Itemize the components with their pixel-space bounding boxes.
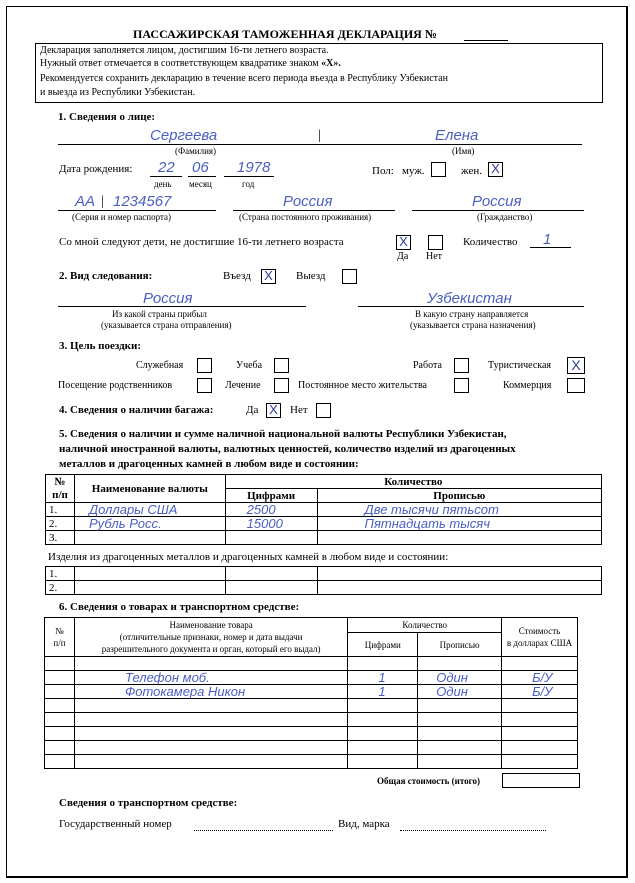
goods-cost-cell[interactable]	[502, 755, 578, 769]
goods-row-num	[45, 657, 75, 671]
dob-day: 22	[158, 159, 175, 176]
currency-words-cell[interactable]: Две тысячи пятьсот	[317, 503, 601, 517]
goods-row-num	[45, 685, 75, 699]
to-country-value: Узбекистан	[427, 290, 512, 307]
month-label: месяц	[189, 179, 212, 189]
section-5-title-line-1: 5. Сведения о наличии и сумме наличной национальной валюты Республики Узбекистан,	[59, 428, 507, 440]
goods-header-words: Прописью	[418, 633, 502, 657]
dob-day-line[interactable]	[150, 176, 182, 177]
goods-row	[45, 657, 578, 671]
currency-name-cell[interactable]	[74, 531, 225, 545]
name-label: (Имя)	[452, 146, 475, 156]
dob-year: 1978	[237, 159, 271, 176]
dob-month-line[interactable]	[188, 176, 216, 177]
instruction-line-1: Декларация заполняется лицом, достигшим 16-ти летнего возраста.	[40, 45, 329, 56]
jewelry-name-cell[interactable]	[74, 581, 225, 595]
currency-words-cell[interactable]: Пятнадцать тысяч	[317, 517, 601, 531]
male-label: муж.	[402, 165, 425, 177]
year-label: год	[242, 179, 255, 189]
purpose-relatives-label: Посещение родственников	[58, 380, 173, 391]
purpose-study-checkbox[interactable]	[274, 358, 289, 373]
goods-cost-cell[interactable]	[502, 727, 578, 741]
baggage-yes-checkbox[interactable]	[266, 403, 281, 418]
baggage-yes-check-mark: X	[269, 402, 278, 417]
jewelry-digits-cell[interactable]	[225, 581, 317, 595]
children-yes-check-mark: X	[399, 234, 408, 249]
surname-value: Сергеева	[150, 127, 218, 144]
section-5-title-line-3: металлов и драгоценных камней в любом виде и состоянии:	[59, 458, 359, 470]
model-field[interactable]	[400, 830, 546, 831]
goods-row	[45, 671, 578, 685]
goods-row	[45, 755, 578, 769]
goods-words-cell[interactable]: Один	[418, 685, 502, 699]
goods-row-num	[45, 755, 75, 769]
currency-row-num: 3.	[46, 531, 75, 545]
passport-number: 1234567	[113, 193, 172, 210]
purpose-work-checkbox[interactable]	[454, 358, 469, 373]
from-country-value: Россия	[143, 290, 193, 307]
children-no-checkbox[interactable]	[428, 235, 443, 250]
instruction-line-2: Нужный ответ отмечается в соответствующем квадратике знаком «X».	[40, 58, 341, 69]
goods-name-cell[interactable]	[74, 741, 347, 755]
goods-digits-cell[interactable]: 1	[348, 685, 418, 699]
goods-words-cell[interactable]: Один	[418, 671, 502, 685]
currency-row-num: 2.	[46, 517, 75, 531]
goods-header-digits: Цифрами	[348, 633, 418, 657]
baggage-yes-label: Да	[246, 404, 259, 416]
baggage-no-checkbox[interactable]	[316, 403, 331, 418]
passport-series: АА	[75, 193, 96, 210]
children-count-line[interactable]	[530, 247, 571, 248]
goods-header-name: Наименование товара (отличительные признаки, номер и дата выдачи разрешительного документа и орган, который его выдал)	[74, 618, 347, 657]
goods-header-cost: Стоимость в долларах США	[502, 618, 578, 657]
purpose-residence-label: Постоянное место жительства	[298, 380, 427, 391]
currency-name-cell[interactable]: Доллары США	[74, 503, 225, 517]
total-cost-label: Общая стоимость (итого)	[377, 776, 480, 786]
purpose-tourism-check-mark: X	[571, 357, 581, 373]
children-yes-label: Да	[397, 251, 409, 262]
currency-words-cell[interactable]	[317, 531, 601, 545]
passport-label: (Серия и номер паспорта)	[72, 212, 171, 222]
goods-row	[45, 713, 578, 727]
purpose-commerce-checkbox[interactable]	[567, 378, 585, 393]
male-checkbox[interactable]	[431, 162, 446, 177]
female-check-mark: X	[491, 161, 500, 176]
currency-row	[46, 517, 602, 531]
sex-label: Пол:	[372, 165, 394, 177]
goods-digits-cell[interactable]	[348, 741, 418, 755]
goods-table	[44, 617, 578, 769]
goods-cost-cell[interactable]	[502, 741, 578, 755]
citizenship-line[interactable]	[412, 210, 584, 211]
section-4-title: 4. Сведения о наличии багажа:	[59, 404, 214, 416]
purpose-study-label: Учеба	[236, 360, 263, 371]
goods-cost-cell[interactable]	[502, 699, 578, 713]
baggage-no-label: Нет	[290, 404, 308, 416]
dob-label: Дата рождения:	[59, 163, 133, 175]
currency-header-num: № п/п	[46, 475, 75, 503]
goods-name-cell[interactable]: Фотокамера Никон	[74, 685, 347, 699]
currency-row	[46, 531, 602, 545]
goods-name-cell[interactable]	[74, 699, 347, 713]
jewelry-row-num: 1.	[46, 567, 75, 581]
children-no-label: Нет	[426, 251, 443, 262]
jewelry-label: Изделия из драгоценных металлов и драгоценных камней в любом виде и состоянии:	[48, 551, 449, 563]
children-label: Со мной следуют дети, не достигшие 16-ти летнего возраста	[59, 236, 344, 248]
purpose-work-label: Работа	[413, 360, 442, 371]
children-count-label: Количество	[463, 236, 518, 248]
purpose-tourism-checkbox[interactable]	[567, 357, 585, 374]
to-country-line[interactable]	[358, 306, 584, 307]
currency-header-name: Наименование валюты	[74, 475, 225, 503]
name-value: Елена	[435, 127, 479, 144]
goods-words-cell[interactable]	[418, 727, 502, 741]
jewelry-words-cell[interactable]	[317, 567, 601, 581]
from-country-line[interactable]	[58, 306, 306, 307]
goods-digits-cell[interactable]	[348, 699, 418, 713]
goods-row-num	[45, 741, 75, 755]
section-6-title: 6. Сведения о товарах и транспортном средстве:	[59, 601, 300, 613]
citizenship-label: (Гражданство)	[477, 212, 533, 222]
female-label: жен.	[461, 165, 482, 177]
to-label-1: В какую страну направляется	[415, 309, 529, 319]
goods-digits-cell[interactable]	[348, 657, 418, 671]
children-count-value: 1	[543, 231, 552, 248]
goods-name-cell[interactable]	[74, 657, 347, 671]
name-line[interactable]	[58, 144, 582, 145]
dob-month: 06	[192, 159, 209, 176]
declaration-number-field[interactable]	[464, 40, 508, 41]
entry-checkbox[interactable]	[261, 269, 276, 284]
goods-header-num: № п/п	[45, 618, 75, 657]
section-1-title: 1. Сведения о лице:	[58, 111, 156, 123]
goods-row-num	[45, 727, 75, 741]
plate-field[interactable]	[194, 830, 333, 831]
to-label-2: (указывается страна назначения)	[410, 320, 536, 330]
form-title: ПАССАЖИРСКАЯ ТАМОЖЕННАЯ ДЕКЛАРАЦИЯ №	[133, 27, 437, 41]
goods-cost-cell[interactable]: Б/У	[502, 685, 578, 699]
goods-name-cell[interactable]	[74, 713, 347, 727]
residence-line[interactable]	[233, 210, 395, 211]
goods-words-cell[interactable]	[418, 699, 502, 713]
goods-digits-cell[interactable]	[348, 713, 418, 727]
currency-row-num: 1.	[46, 503, 75, 517]
currency-header-qty: Количество	[225, 475, 601, 489]
total-cost-field[interactable]	[502, 773, 580, 788]
purpose-treatment-label: Лечение	[225, 380, 261, 391]
currency-digits-cell[interactable]: 2500	[225, 503, 317, 517]
goods-words-cell[interactable]	[418, 713, 502, 727]
goods-row-num	[45, 713, 75, 727]
section-5-title-line-2: наличной иностранной валюты, валютных ценностей, количество изделий из драгоценных	[59, 443, 516, 455]
goods-row-num	[45, 671, 75, 685]
residence-label: (Страна постоянного проживания)	[239, 212, 372, 222]
jewelry-words-cell[interactable]	[317, 581, 601, 595]
female-checkbox[interactable]	[488, 162, 503, 177]
from-label-1: Из какой страны прибыл	[112, 309, 207, 319]
jewelry-row	[46, 567, 602, 581]
goods-header-qty: Количество	[348, 618, 502, 633]
goods-digits-cell[interactable]	[348, 755, 418, 769]
exit-label: Выезд	[296, 270, 326, 282]
goods-name-cell[interactable]: Телефон моб.	[74, 671, 347, 685]
entry-label: Въезд	[223, 270, 251, 282]
from-label-2: (указывается страна отправления)	[101, 320, 232, 330]
goods-cost-cell[interactable]: Б/У	[502, 671, 578, 685]
exit-checkbox[interactable]	[342, 269, 357, 284]
plate-label: Государственный номер	[59, 818, 172, 830]
goods-name-cell[interactable]	[74, 755, 347, 769]
currency-digits-cell[interactable]: 15000	[225, 517, 317, 531]
jewelry-table	[45, 566, 602, 595]
goods-words-cell[interactable]	[418, 755, 502, 769]
purpose-relatives-checkbox[interactable]	[197, 378, 212, 393]
purpose-service-checkbox[interactable]	[197, 358, 212, 373]
goods-row	[45, 741, 578, 755]
passport-separator: |	[101, 194, 104, 209]
section-2-title: 2. Вид следования:	[59, 270, 153, 282]
currency-header-digits: Цифрами	[225, 489, 317, 503]
goods-row	[45, 685, 578, 699]
goods-words-cell[interactable]	[418, 741, 502, 755]
goods-digits-cell[interactable]: 1	[348, 671, 418, 685]
jewelry-row-num: 2.	[46, 581, 75, 595]
goods-digits-cell[interactable]	[348, 727, 418, 741]
purpose-commerce-label: Коммерция	[503, 380, 552, 391]
residence-value: Россия	[283, 193, 333, 210]
model-label: Вид, марка	[338, 818, 390, 830]
purpose-tourism-label: Туристическая	[488, 360, 552, 371]
purpose-service-label: Служебная	[136, 360, 184, 371]
purpose-treatment-checkbox[interactable]	[274, 378, 289, 393]
goods-name-cell[interactable]	[74, 727, 347, 741]
goods-row	[45, 699, 578, 713]
goods-words-cell[interactable]	[418, 657, 502, 671]
currency-digits-cell[interactable]	[225, 531, 317, 545]
name-separator: |	[318, 128, 321, 143]
children-yes-checkbox[interactable]	[396, 235, 411, 250]
goods-row-num	[45, 699, 75, 713]
currency-row	[46, 503, 602, 517]
day-label: день	[154, 179, 172, 189]
dob-year-line[interactable]	[224, 176, 274, 177]
section-3-title: 3. Цель поездки:	[59, 340, 142, 352]
currency-header-words: Прописью	[317, 489, 601, 503]
transport-title: Сведения о транспортном средстве:	[59, 797, 238, 809]
surname-label: (Фамилия)	[175, 146, 217, 156]
instruction-line-3: Рекомендуется сохранить декларацию в течение всего периода въезда в Республику Узбекистан	[40, 73, 448, 84]
goods-row	[45, 727, 578, 741]
goods-cost-cell[interactable]	[502, 657, 578, 671]
entry-check-mark: X	[264, 268, 273, 283]
goods-cost-cell[interactable]	[502, 713, 578, 727]
currency-table	[45, 474, 602, 545]
jewelry-row	[46, 581, 602, 595]
currency-name-cell[interactable]: Рубль Росс.	[74, 517, 225, 531]
jewelry-name-cell[interactable]	[74, 567, 225, 581]
instruction-line-4: и выезда из Республики Узбекистан.	[40, 87, 196, 98]
passport-line[interactable]	[58, 210, 216, 211]
jewelry-digits-cell[interactable]	[225, 567, 317, 581]
citizenship-value: Россия	[472, 193, 522, 210]
purpose-residence-checkbox[interactable]	[454, 378, 469, 393]
